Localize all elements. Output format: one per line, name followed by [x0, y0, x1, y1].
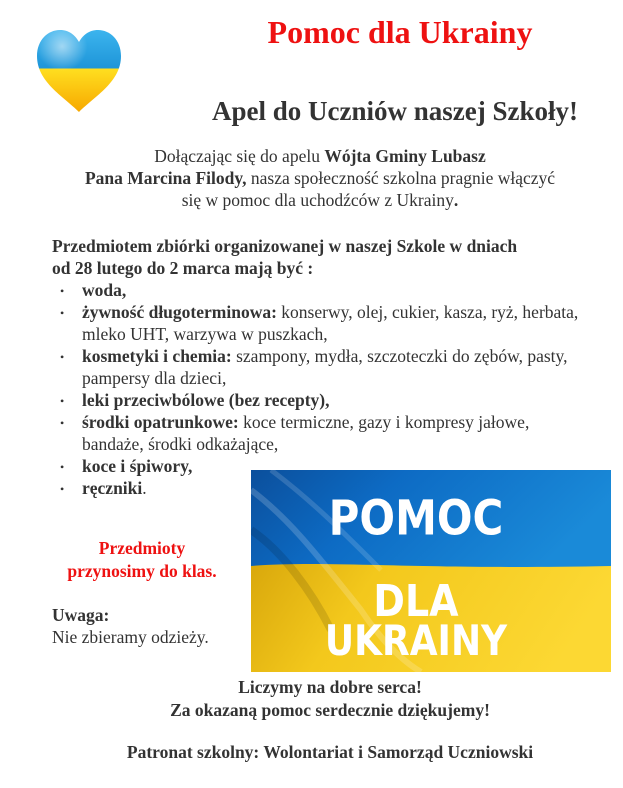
list-item: • woda,: [52, 279, 612, 301]
list-item: • kosmetyki i chemia: szampony, mydła, szczoteczki do zębów, pasty, pampersy dla dzieci,: [52, 345, 587, 389]
warning-note: [52, 604, 252, 648]
collection-list: [52, 279, 612, 499]
list-item: • żywność długoterminowa: konserwy, olej, cukier, kasza, ryż, herbata, mleko UHT, warzywa w puszkach,: [52, 301, 587, 345]
intro-line-1: Dołączając się do apelu Wójta Gminy Lubasz: [154, 146, 486, 166]
banner-line-3: UKRAINY: [324, 617, 508, 666]
list-item: • leki przeciwbólowe (bez recepty),: [52, 389, 612, 411]
mayor-person: Pana Marcina Filody,: [84, 168, 247, 188]
ukraine-heart-icon: [33, 26, 125, 116]
closing-line-1: Liczymy na dobre serca!: [238, 677, 422, 697]
list-item: • ręczniki.: [52, 477, 612, 499]
bring-note: Przedmioty przynosimy do klas.: [67, 538, 217, 581]
patronage: Patronat szkolny: Wolontariat i Samorząd Uczniowski: [126, 742, 534, 762]
intro-line-2: Pana Marcina Filody, nasza społeczność szkolna pragnie włączyć: [84, 168, 556, 188]
warning-label: Uwaga:: [52, 605, 110, 625]
page-subtitle: Apel do Uczniów naszej Szkoły!: [212, 96, 578, 126]
closing-line-2: Za okazaną pomoc serdecznie dziękujemy!: [170, 700, 490, 720]
collection-lead-1: Przedmiotem zbiórki organizowanej w naszej Szkole w dniach: [52, 236, 518, 256]
list-item: • koce i śpiwory,: [52, 455, 612, 477]
collection-lead-2: od 28 lutego do 2 marca mają być :: [52, 258, 314, 278]
intro-line-3: się w pomoc dla uchodźców z Ukrainy.: [181, 190, 459, 210]
help-ukraine-banner: [251, 470, 611, 672]
mayor-name: Wójta Gminy Lubasz: [324, 146, 486, 166]
collection-section: [52, 235, 612, 499]
banner-line-2: DLA: [373, 575, 459, 627]
page-title: Pomoc dla Ukrainy: [267, 14, 533, 50]
banner-line-1: POMOC: [328, 489, 504, 547]
intro-paragraph: [40, 145, 600, 211]
list-item: • środki opatrunkowe: koce termiczne, gazy i kompresy jałowe, bandaże, środki odkażające,: [52, 411, 542, 455]
warning-text: Nie zbieramy odzieży.: [52, 627, 209, 647]
closing-message: [40, 676, 620, 722]
